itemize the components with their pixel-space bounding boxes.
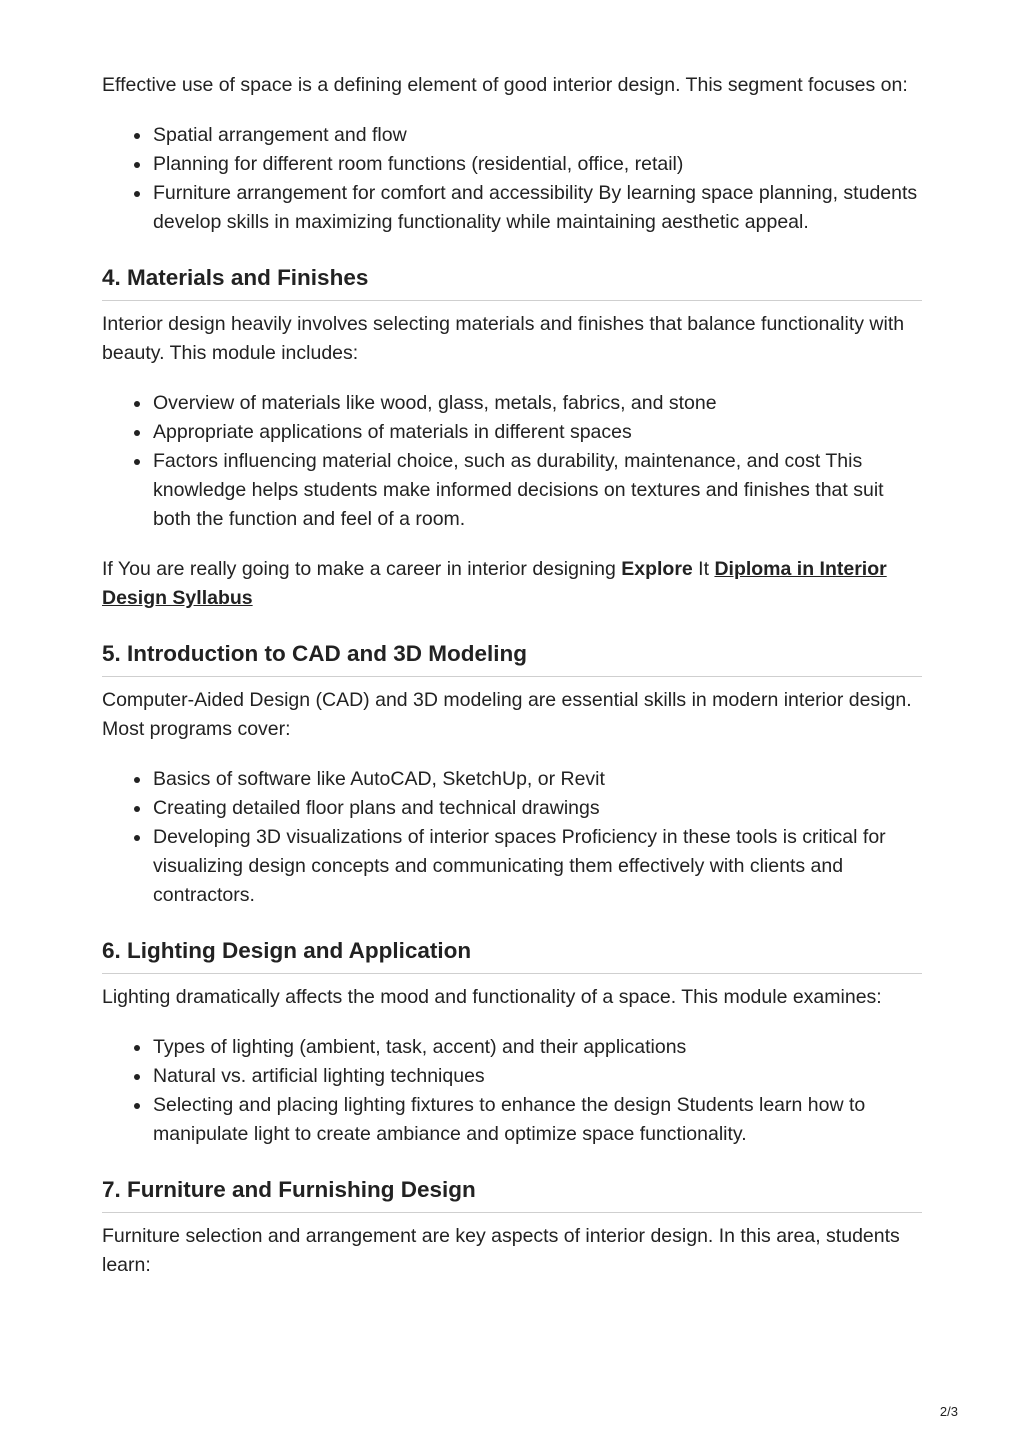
cta-text: If You are really going to make a career in interior designing — [102, 558, 622, 580]
materials-list — [102, 389, 922, 534]
section-heading-furniture: 7. Furniture and Furnishing Design — [102, 1175, 922, 1213]
list-item: Natural vs. artificial lighting techniques — [153, 1062, 922, 1091]
cad-list — [102, 765, 922, 910]
cta-paragraph — [102, 555, 922, 613]
page-number: 2/3 — [939, 1404, 958, 1419]
cta-text-middle: It — [692, 558, 715, 580]
list-item: Creating detailed floor plans and technical drawings — [153, 794, 922, 823]
section-heading-cad: 5. Introduction to CAD and 3D Modeling — [102, 639, 922, 677]
intro-list — [102, 121, 922, 237]
syllabus-link[interactable]: Diploma in Interior Design Syllabus — [102, 558, 887, 609]
list-item: Basics of software like AutoCAD, SketchUp, or Revit — [153, 765, 922, 794]
list-item: Types of lighting (ambient, task, accent) and their applications — [153, 1033, 922, 1062]
list-item: Appropriate applications of materials in different spaces — [153, 418, 922, 447]
list-item: Overview of materials like wood, glass, metals, fabrics, and stone — [153, 389, 922, 418]
list-item: Furniture arrangement for comfort and accessibility By learning space planning, students develop skills in maximizing functionality while maintaining aesthetic appeal. — [153, 179, 922, 237]
lighting-list — [102, 1033, 922, 1149]
section-paragraph: Lighting dramatically affects the mood and functionality of a space. This module examines: — [102, 986, 882, 1008]
document-page — [102, 71, 922, 1280]
intro-paragraph: Effective use of space is a defining element of good interior design. This segment focuses on: — [102, 74, 908, 96]
list-item: Selecting and placing lighting fixtures to enhance the design Students learn how to manipulate light to create ambiance and optimize space functionality. — [153, 1091, 922, 1149]
section-paragraph: Computer-Aided Design (CAD) and 3D modeling are essential skills in modern interior design. Most programs cover: — [102, 689, 912, 740]
cta-bold-word: Explore — [621, 558, 693, 580]
list-item: Factors influencing material choice, such as durability, maintenance, and cost This knowledge helps students make informed decisions on textures and finishes that suit both the function and feel of a room. — [153, 447, 922, 534]
section-heading-lighting: 6. Lighting Design and Application — [102, 936, 922, 974]
section-paragraph: Interior design heavily involves selecting materials and finishes that balance functionality with beauty. This module includes: — [102, 313, 905, 364]
section-heading-materials: 4. Materials and Finishes — [102, 263, 922, 301]
list-item: Developing 3D visualizations of interior spaces Proficiency in these tools is critical for visualizing design concepts and communicating them effectively with clients and contractors. — [153, 823, 922, 910]
section-paragraph: Furniture selection and arrangement are key aspects of interior design. In this area, students learn: — [102, 1225, 900, 1276]
list-item: Planning for different room functions (residential, office, retail) — [153, 150, 922, 179]
list-item: Spatial arrangement and flow — [153, 121, 922, 150]
